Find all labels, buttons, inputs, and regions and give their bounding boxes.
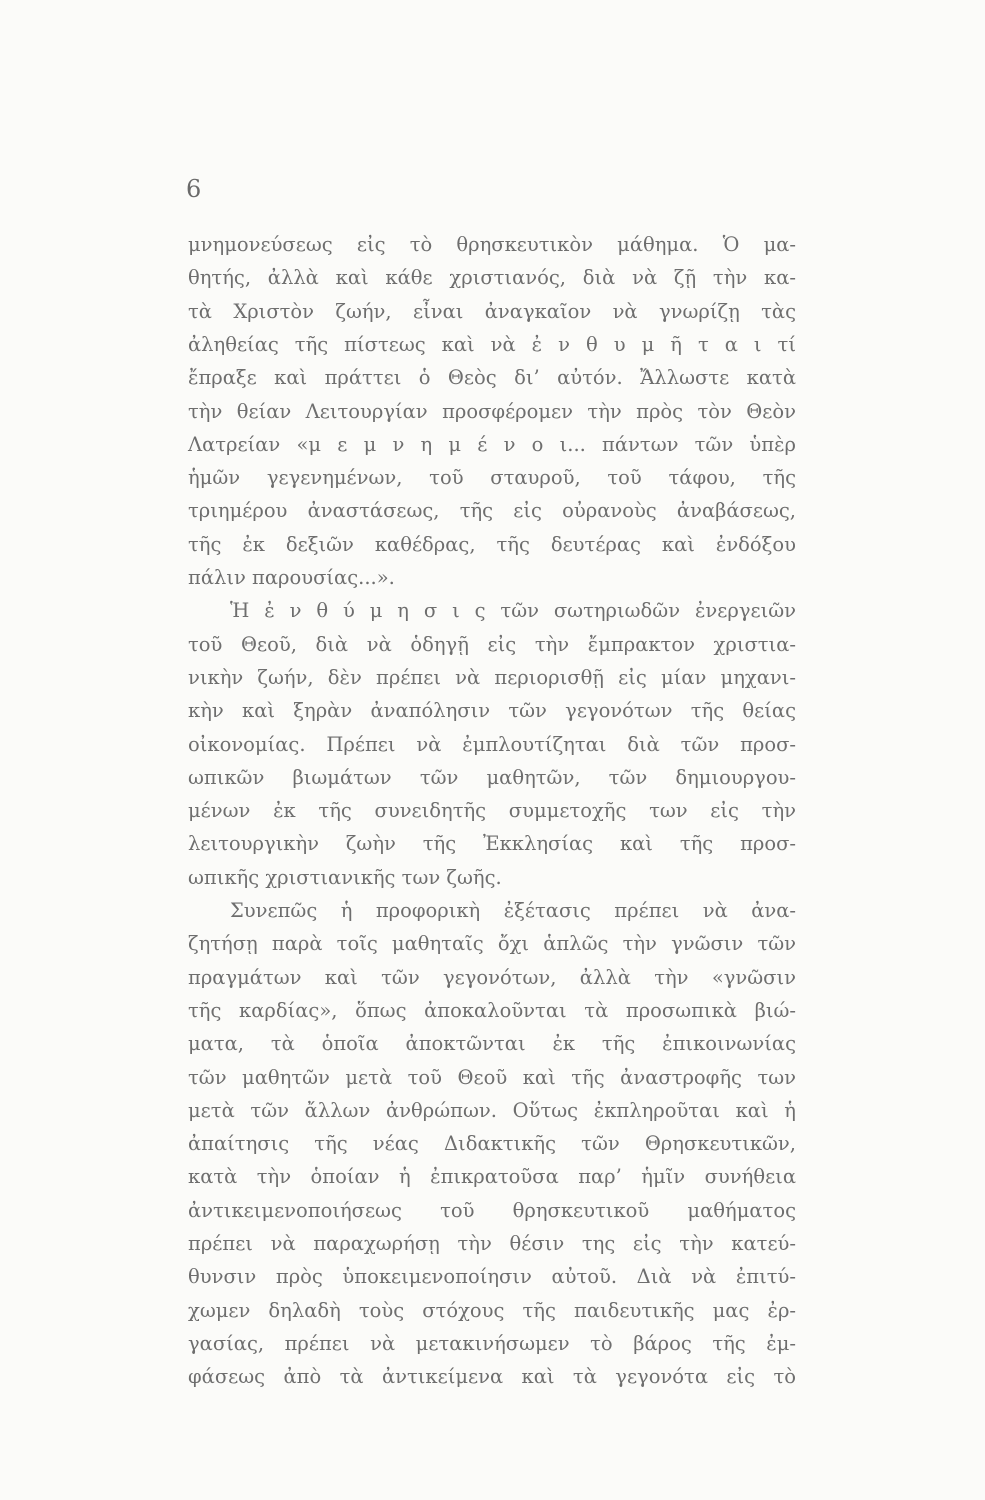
- text-line: πάλιν παρουσίας...».: [188, 566, 395, 589]
- text-line: μετὰ τῶν ἄλλων ἀνθρώπων. Οὕτως ἐκπληροῦται καὶ ἡ: [188, 1098, 796, 1122]
- text-line: μνημονεύσεως εἰς τὸ θρησκευτικὸν μάθημα. Ὁ μα-: [188, 233, 796, 256]
- text-line: κατὰ τὴν ὁποίαν ἡ ἐπικρατοῦσα παρ’ ἡμῖν συνήθεια: [188, 1165, 796, 1189]
- text-line: χωμεν δηλαδὴ τοὺς στόχους τῆς παιδευτικῆς μας ἐρ-: [188, 1298, 796, 1322]
- text-line: ωπικῶν βιωμάτων τῶν μαθητῶν, τῶν δημιουργου-: [188, 765, 796, 789]
- text-line: ματα, τὰ ὁποῖα ἀποκτῶνται ἐκ τῆς ἐπικοινωνίας: [188, 1032, 796, 1056]
- page-number: 6: [186, 175, 202, 203]
- text-line: ἀληθείας τῆς πίστεως καὶ νὰ ἐ ν θ υ μ ῆ τ α ι τί: [188, 332, 796, 356]
- text-line: τὰ Χριστὸν ζωήν, εἶναι ἀναγκαῖον νὰ γνωρίζῃ τὰς: [188, 299, 796, 323]
- text-line: ωπικῆς χριστιανικῆς των ζωῆς.: [188, 865, 502, 889]
- text-line: λειτουργικὴν ζωὴν τῆς Ἐκκλησίας καὶ τῆς προσ-: [188, 832, 796, 856]
- text-line: Λατρείαν «μ ε μ ν η μ έ ν ο ι... πάντων τῶν ὑπὲρ: [188, 432, 796, 456]
- text-line: κὴν καὶ ξηρὰν ἀναπόλησιν τῶν γεγονότων τῆς θείας: [188, 699, 796, 723]
- text-line: ἀντικειμενοποιήσεως τοῦ θρησκευτικοῦ μαθήματος: [188, 1198, 796, 1222]
- text-line: ζητήσῃ παρὰ τοῖς μαθηταῖς ὄχι ἁπλῶς τὴν γνῶσιν τῶν: [188, 932, 796, 956]
- text-line: τριημέρου ἀναστάσεως, τῆς εἰς οὐρανοὺς ἀναβάσεως,: [188, 499, 796, 523]
- text-line: τῆς ἐκ δεξιῶν καθέδρας, τῆς δευτέρας καὶ ἐνδόξου: [188, 532, 796, 556]
- text-line: θυνσιν πρὸς ὑποκειμενοποίησιν αὐτοῦ. Διὰ νὰ ἐπιτύ-: [188, 1265, 796, 1289]
- text-line: οἰκονομίας. Πρέπει νὰ ἐμπλουτίζηται διὰ τῶν προσ-: [188, 732, 796, 756]
- text-line: ἔπραξε καὶ πράττει ὁ Θεὸς δι’ αὐτόν. Ἄλλωστε κατὰ: [188, 366, 796, 390]
- text-line: ἀπαίτησις τῆς νέας Διδακτικῆς τῶν Θρησκευτικῶν,: [188, 1132, 796, 1156]
- text-line: τὴν θείαν Λειτουργίαν προσφέρομεν τὴν πρὸς τὸν Θεὸν: [188, 399, 796, 423]
- text-line: Συνεπῶς ἡ προφορικὴ ἐξέτασις πρέπει νὰ ἀνα-: [230, 899, 796, 922]
- text-line: νικὴν ζωήν, δὲν πρέπει νὰ περιορισθῇ εἰς μίαν μηχανι-: [188, 665, 796, 689]
- text-line: τῆς καρδίας», ὅπως ἀποκαλοῦνται τὰ προσωπικὰ βιώ-: [188, 998, 796, 1022]
- text-line: γασίας, πρέπει νὰ μετακινήσωμεν τὸ βάρος τῆς ἐμ-: [188, 1331, 796, 1355]
- text-line: θητής, ἀλλὰ καὶ κάθε χριστιανός, διὰ νὰ ζῇ τὴν κα-: [188, 266, 796, 290]
- text-line: μένων ἐκ τῆς συνειδητῆς συμμετοχῆς των εἰς τὴν: [188, 799, 796, 823]
- text-line: τῶν μαθητῶν μετὰ τοῦ Θεοῦ καὶ τῆς ἀναστροφῆς των: [188, 1065, 796, 1089]
- text-line: πρέπει νὰ παραχωρήσῃ τὴν θέσιν της εἰς τὴν κατεύ-: [188, 1232, 796, 1255]
- text-line: ἡμῶν γεγενημένων, τοῦ σταυροῦ, τοῦ τάφου, τῆς: [188, 466, 796, 490]
- text-line: τοῦ Θεοῦ, διὰ νὰ ὁδηγῇ εἰς τὴν ἔμπρακτον χριστια-: [188, 632, 796, 656]
- text-line: πραγμάτων καὶ τῶν γεγονότων, ἀλλὰ τὴν «γνῶσιν: [188, 965, 796, 989]
- text-line: φάσεως ἀπὸ τὰ ἀντικείμενα καὶ τὰ γεγονότα εἰς τὸ: [188, 1365, 796, 1389]
- text-line: Ἡ ἐ ν θ ύ μ η σ ι ς τῶν σωτηριωδῶν ἐνεργειῶν: [230, 599, 796, 623]
